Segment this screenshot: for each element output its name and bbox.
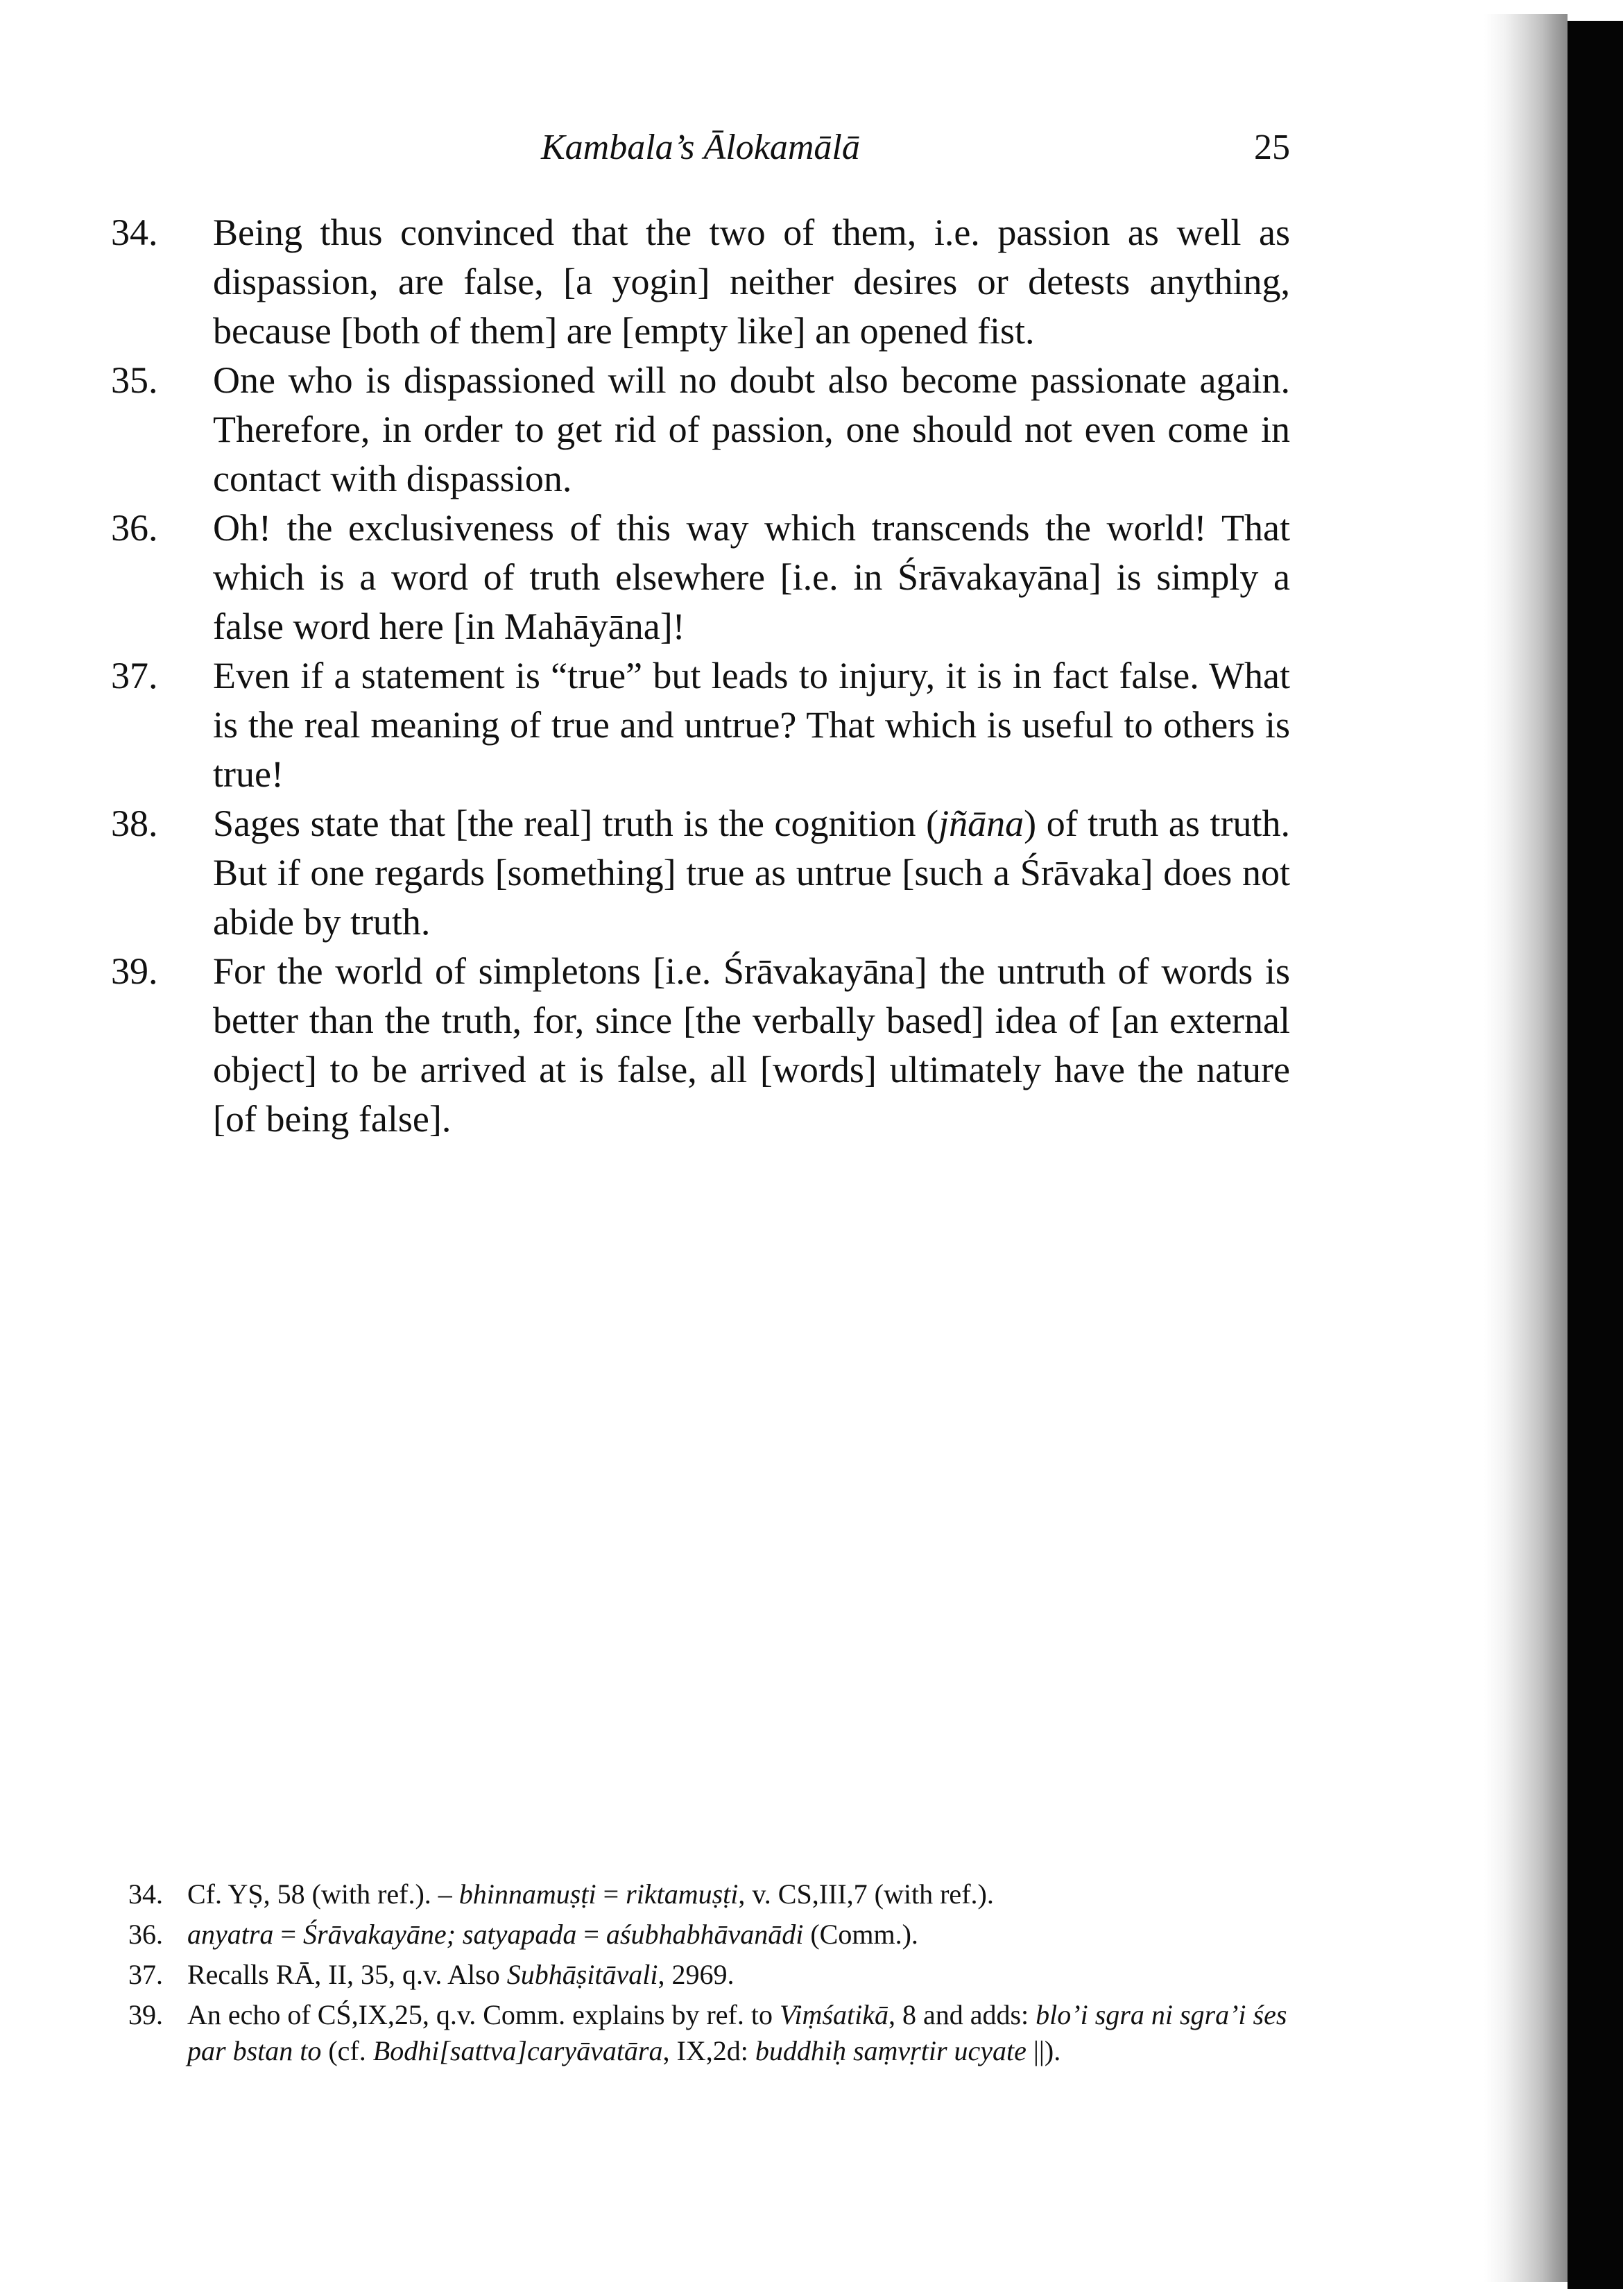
footnote bbox=[128, 1957, 1290, 1993]
footnote-number: 39. bbox=[128, 1999, 163, 2030]
text-run: For the world of simpletons [i.e. Śrāvakayāna] the untruth of words is better than the truth, for, since [the verbally based] idea of [an external object] to be arrived at is false, all [words] ultimately have the nature [of being false]. bbox=[213, 950, 1290, 1140]
text-run: Sages state that [the real] truth is the cognition ( bbox=[213, 803, 939, 844]
verse-text bbox=[213, 359, 1290, 499]
footnote-text bbox=[187, 1999, 1287, 2066]
text-run: (Comm.). bbox=[803, 1919, 918, 1950]
verse-text bbox=[213, 655, 1290, 795]
italic-text: anyatra bbox=[187, 1919, 274, 1950]
footnote bbox=[128, 1876, 1290, 1912]
italic-text: aśubhabhāvanādi bbox=[606, 1919, 804, 1950]
scan-gutter-edge bbox=[1568, 21, 1623, 2289]
verse bbox=[111, 799, 1290, 947]
verse bbox=[111, 504, 1290, 651]
italic-text: bhinnamuṣṭi bbox=[458, 1878, 596, 1910]
italic-text: Bodhi[sattva]caryāvatāra bbox=[372, 2035, 663, 2066]
text-run: = bbox=[576, 1919, 606, 1950]
verse-text bbox=[213, 507, 1290, 647]
italic-text: Śrāvakayāne; satyapada bbox=[303, 1919, 577, 1950]
footnote-text bbox=[187, 1959, 734, 1990]
italic-text: buddhiḥ saṃvṛtir ucyate bbox=[755, 2035, 1027, 2066]
text-run: , v. CS,III,7 (with ref.). bbox=[738, 1878, 994, 1910]
verse-number: 34. bbox=[111, 212, 158, 253]
footnote-number: 36. bbox=[128, 1919, 163, 1950]
text-run: (cf. bbox=[321, 2035, 373, 2066]
text-run: Recalls RĀ, II, 35, q.v. Also bbox=[187, 1959, 507, 1990]
footnote-text bbox=[187, 1878, 994, 1910]
italic-text: riktamuṣṭi bbox=[626, 1878, 739, 1910]
footnote-number: 37. bbox=[128, 1959, 163, 1990]
verse bbox=[111, 651, 1290, 799]
text-run: ) of truth as truth. But if one regards [something] true as untrue [such a Śrāvaka] does not abide by truth. bbox=[213, 803, 1290, 943]
verse bbox=[111, 947, 1290, 1144]
italic-text: blo’i sgra ni sgra’i śes par bstan to bbox=[187, 1999, 1287, 2066]
verse bbox=[111, 356, 1290, 504]
italic-text: jñāna bbox=[938, 803, 1024, 844]
text-run: = bbox=[273, 1919, 303, 1950]
verse-number: 36. bbox=[111, 507, 158, 549]
text-run: Even if a statement is “true” but leads to injury, it is in fact false. What is the real meaning of true and untrue? That which is useful to others is true! bbox=[213, 655, 1290, 795]
text-run: , 8 and adds: bbox=[888, 1999, 1036, 2030]
verse-number: 39. bbox=[111, 950, 158, 992]
verse-list bbox=[111, 208, 1290, 1144]
text-run: = bbox=[596, 1878, 626, 1910]
footnote-list bbox=[128, 1876, 1290, 2073]
footnote bbox=[128, 1997, 1290, 2069]
text-run: , IX,2d: bbox=[662, 2035, 755, 2066]
footnote-text bbox=[187, 1919, 918, 1950]
italic-text: Viṃśatikā bbox=[779, 1999, 888, 2030]
footnote-number: 34. bbox=[128, 1878, 163, 1910]
italic-text: Subhāṣitāvali bbox=[506, 1959, 658, 1990]
text-run: Cf. YṢ, 58 (with ref.). – bbox=[187, 1878, 459, 1910]
scan-gutter-shadow bbox=[1484, 14, 1568, 2282]
verse-number: 38. bbox=[111, 803, 158, 844]
verse bbox=[111, 208, 1290, 356]
text-run: An echo of CŚ,IX,25, q.v. Comm. explains by ref. to bbox=[187, 1999, 780, 2030]
verse-number: 35. bbox=[111, 359, 158, 401]
text-run: Oh! the exclusiveness of this way which transcends the world! That which is a word of truth elsewhere [i.e. in Śrāvakayāna] is simply a false word here [in Mahāyāna]! bbox=[213, 507, 1290, 647]
running-header bbox=[208, 123, 1290, 172]
page-number: 25 bbox=[1254, 128, 1290, 167]
verse-text bbox=[213, 803, 1290, 943]
running-title: Kambala’s Ālokamālā bbox=[541, 128, 860, 167]
verse-text bbox=[213, 950, 1290, 1140]
text-run: Being thus convinced that the two of them, i.e. passion as well as dispassion, are false, [a yogin] neither desires or detests anything, because [both of them] are [empty like] an opened fist. bbox=[213, 212, 1290, 352]
footnote bbox=[128, 1917, 1290, 1953]
text-run: , 2969. bbox=[658, 1959, 735, 1990]
verse-text bbox=[213, 212, 1290, 352]
text-run: ||). bbox=[1026, 2035, 1061, 2066]
text-run: One who is dispassioned will no doubt also become passionate again. Therefore, in order to get rid of passion, one should not even come in contact with dispassion. bbox=[213, 359, 1290, 499]
verse-number: 37. bbox=[111, 655, 158, 696]
